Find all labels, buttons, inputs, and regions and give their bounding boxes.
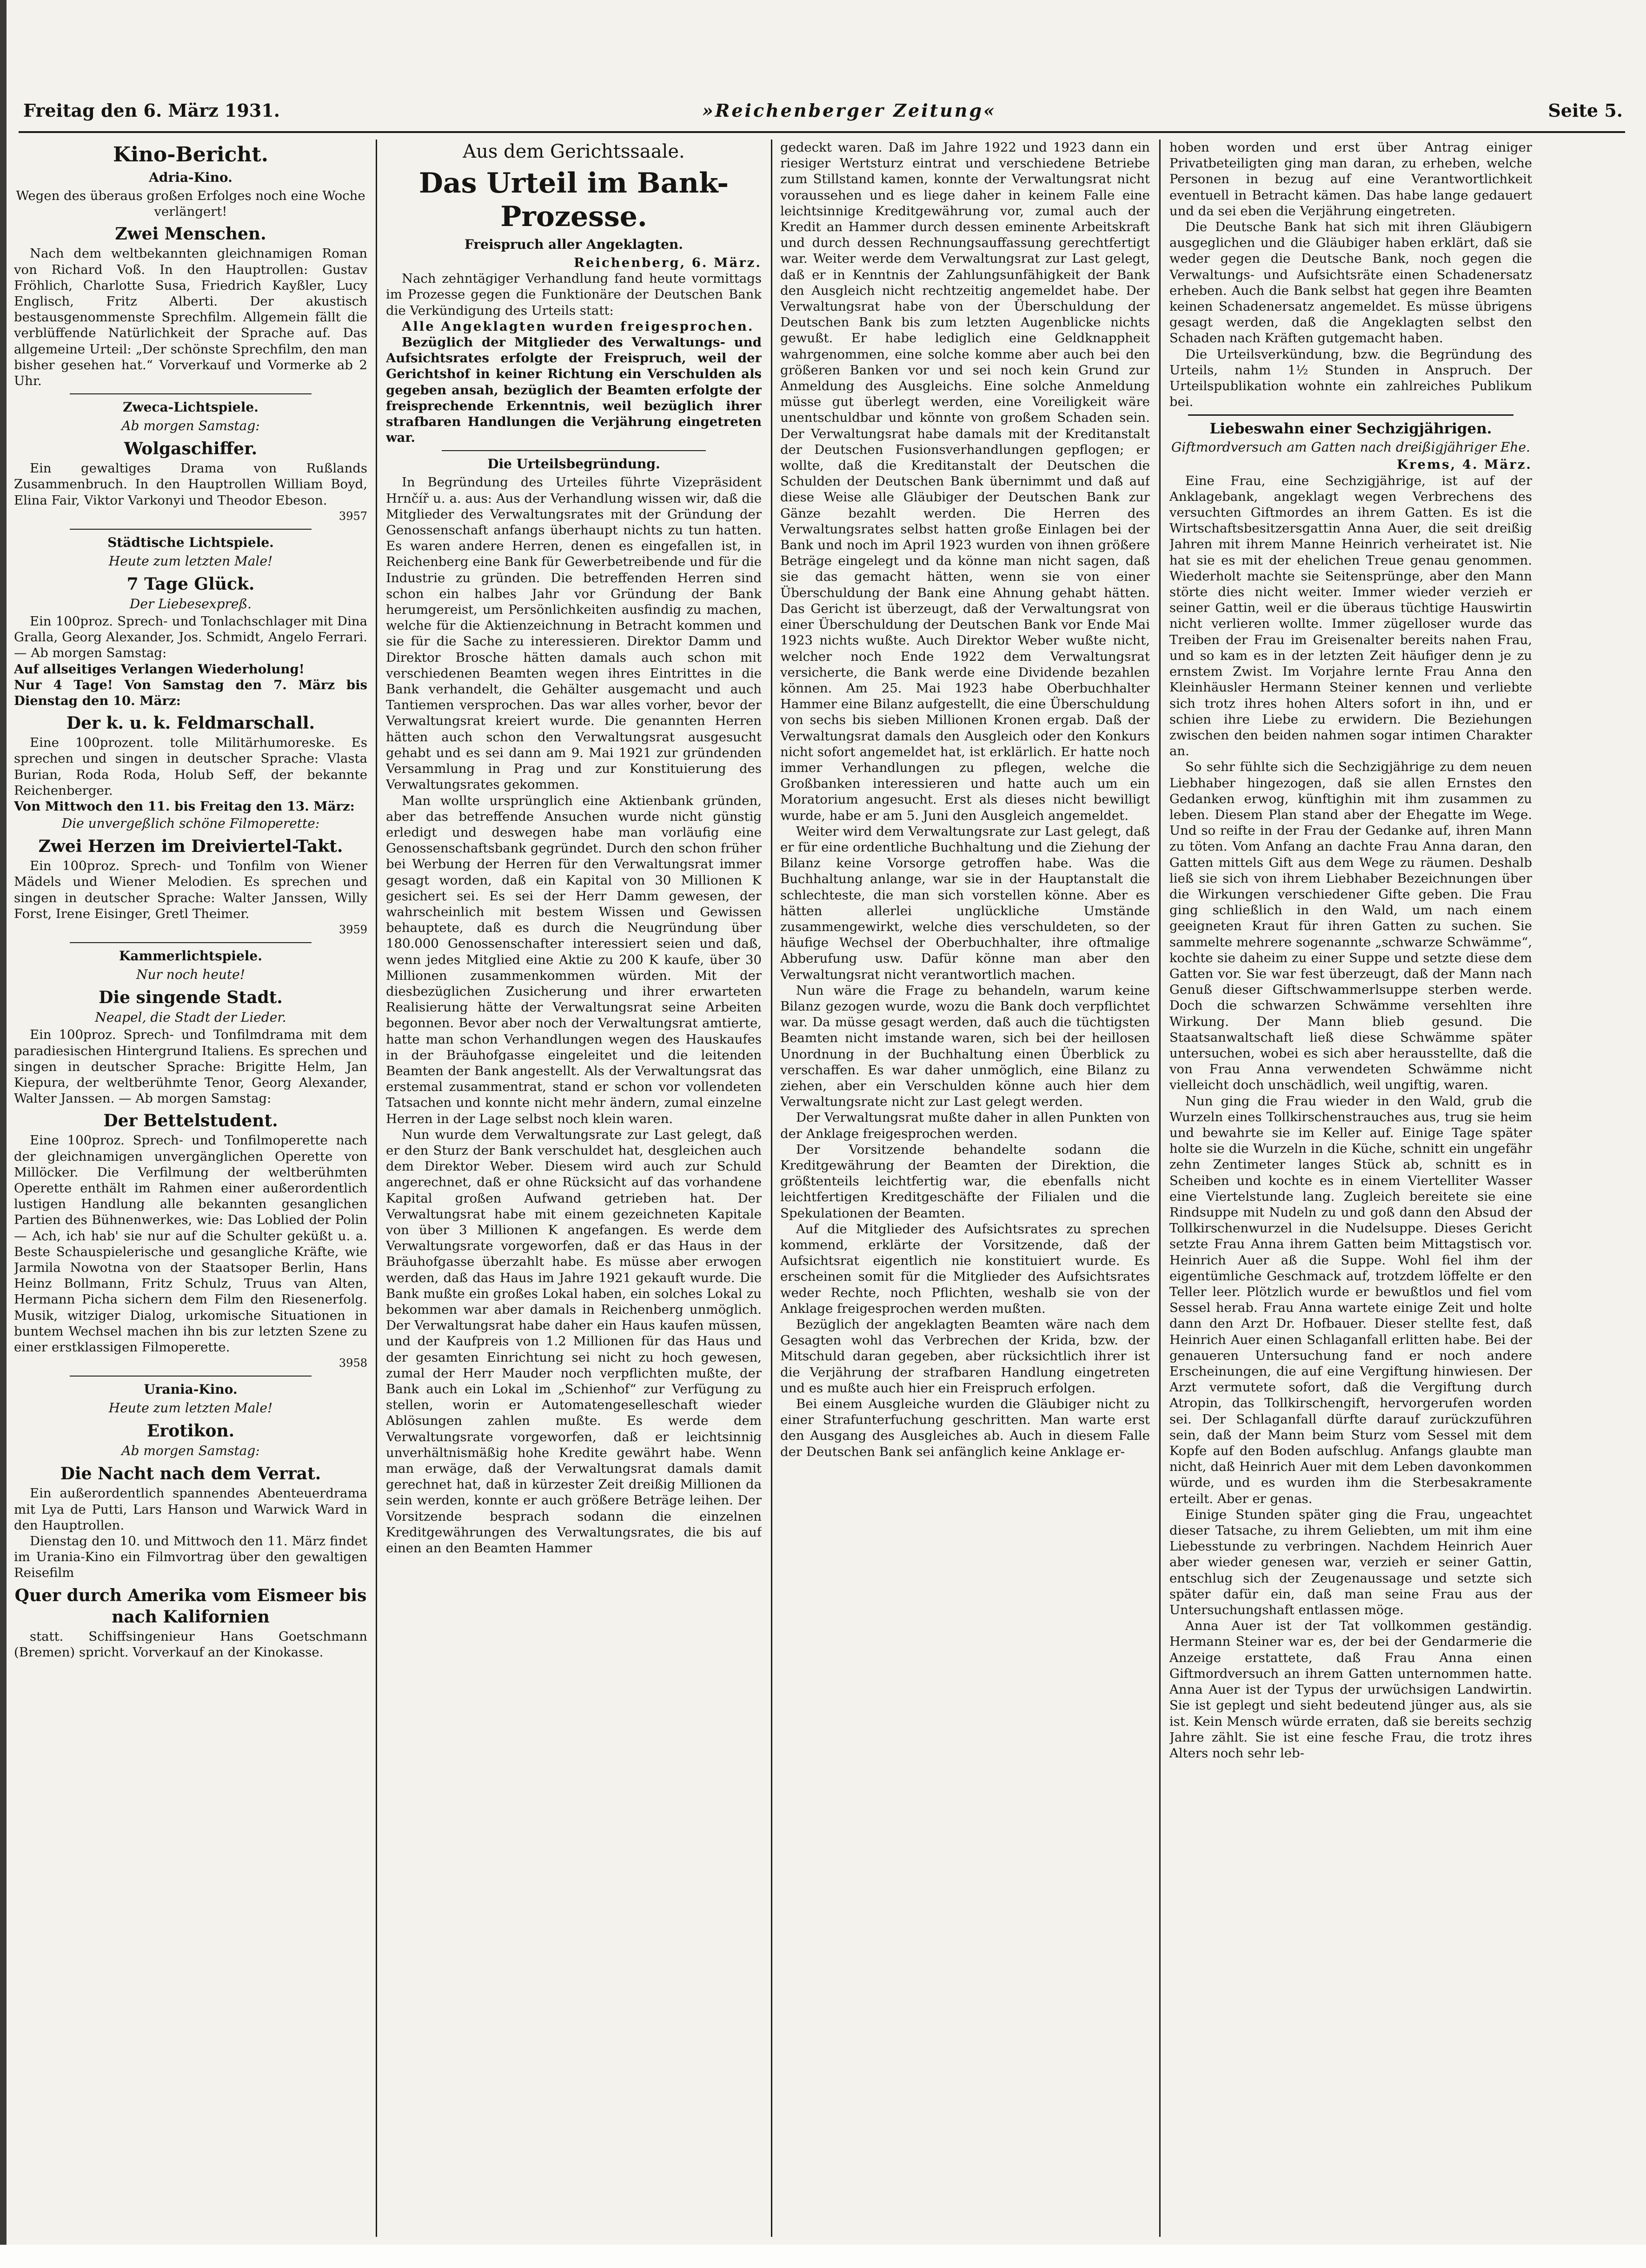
ad-text: Ein 100proz. Sprech- und Tonfilm von Wiener Mädels und Wiener Melodien. Es sprechen und singen in deutscher Sprache: Walter Janssen, Willy Forst, Irene Eisinger, Gretl Theimer. xyxy=(14,858,367,921)
ad-note: Heute zum letzten Male! xyxy=(108,553,273,569)
film-title: Wolgaschiffer. xyxy=(124,439,258,459)
paragraph: Nun wäre die Frage zu behandeln, warum keine Bilanz gezogen wurde, wozu die Bank doch verpflichtet war. Da müsse gesagt werden, daß auch die tüchtigsten Beamten nicht imstande waren, sich bei der heillosen Unordnung in der Buchhaltung einen Überblick zu verschaffen. Es war daher unmöglich, eine Bilanz zu ziehen, aber ein Verschulden könne auch hier dem Verwaltungsrate nicht zur Last gelegt werden. xyxy=(780,983,1150,1110)
page-header xyxy=(23,100,1623,128)
header-rule xyxy=(19,131,1625,133)
paragraph: Nun wurde dem Verwaltungsrate zur Last gelegt, daß er den Sturz der Bank verschuldet hat, desgleichen auch dem Direktor Weber. Diesem wird auch zur Schuld angerechnet, daß er ohne Rücksicht auf das vorhandene Kapital großen Aufwand getrieben hat. Der Verwaltungsrat habe mit einem gezeichneten Kapitale von über 3 Millionen K angefangen. Es werde dem Verwaltungsrate vorgeworfen, daß er das Haus in der Bräuhofgasse überzahlt habe. Es müsse aber erwogen werden, daß das Haus im Jahre 1921 gekauft wurde. Die Bank mußte ein großes Lokal haben, ein solches Lokal zu bekommen war aber damals in Reichenberg unmöglich. Der Verwaltungsrat habe daher ein Haus kaufen müssen, und der Kaufpreis von 1.2 Millionen für das Haus und der gesamten Einrichtung sei nicht zu hoch gewesen, zumal der Herr Mauder noch verpflichten mußte, der Bank auch ein Lokal im „Schienhof“ zur Verfügung zu stellen, worin er Automatengeselleschaft wieder Ablösungen zahlen mußte. Es werde dem Verwaltungsrate vorgeworfen, daß er leichtsinnig unverhältnismäßig hohe Kredite gewährt habe. Wenn man erwäge, daß der Verwaltungsrat damals damit gerechnet hat, daß in kürzester Zeit dreißig Millionen da sein werden, konnte er auch größere Beträge leihen. Der Vorsitzende besprach sodann die einzelnen Kreditgewährungen des Verwaltungsrates, die bis auf einen an den Beamten Hammer xyxy=(386,1127,762,1556)
column-divider xyxy=(1159,140,1161,2237)
film-title: 7 Tage Glück. xyxy=(126,574,255,594)
scan-margin xyxy=(0,2245,1646,2268)
ad-extra: Auf allseitiges Verlangen Wiederholung! xyxy=(14,661,305,677)
subheading: Die Urteilsbegründung. xyxy=(487,456,660,472)
film-title: Die singende Stadt. xyxy=(99,988,283,1008)
ad-note: Nur noch heute! xyxy=(136,967,246,983)
paragraph: Bezüglich der angeklagten Beamten wäre nach dem Gesagten wohl das Verbrechen der Krida, bzw. der Mitschuld daran gegeben, aber rücksichtlich ihrer ist die Verjährung der strafbaren Handlung eingetreten und es mußte auch hier ein Freispruch erfolgen. xyxy=(780,1317,1150,1396)
column-divider xyxy=(771,140,772,2237)
venue-name: Städtische Lichtspiele. xyxy=(107,535,274,551)
paragraph: Einige Stunden später ging die Frau, ungeachtet dieser Tatsache, zu ihrem Geliebten, um mit ihm eine Liebesstunde zu verbringen. Nachdem Heinrich Auer aber wieder genesen war, verzieh er seiner Gattin, entschlug sich der Zeugenaussage und setzte sich später dafür ein, daß man seine Frau aus der Untersuchungshaft entlassen möge. xyxy=(1169,1507,1532,1618)
paragraph: Bezüglich der Mitglieder des Verwaltungs- und Aufsichtsrates erfolgte der Freispruch, weil der Gerichtshof in keiner Richtung ein Verschulden als gegeben ansah, bezüglich der Beamten erfolgte der freisprechende Erkenntnis, weil bezüglich ihrer strafbaren Handlungen die Verjährung eingetreten war. xyxy=(386,335,762,446)
column-divider xyxy=(376,140,377,2237)
film-title: Zwei Herzen im Dreiviertel-Takt. xyxy=(38,837,343,857)
ad-intro: Wegen des überaus großen Erfolges noch eine Woche verlängert! xyxy=(16,188,365,219)
paragraph: Bei einem Ausgleiche wurden die Gläubiger nicht zu einer Strafunterfuchung geschritten. Man warte erst den Ausgang des Ausgleiches ab. Auch in diesem Falle der Deutschen Bank sei anfänglich keine Anklage er- xyxy=(780,1397,1150,1459)
ad-text: Nach dem weltbekannten gleichnamigen Roman von Richard Voß. In den Hauptrollen: Gustav Fröhlich, Charlotte Susa, Friedrich Kayßler, Lucy Englisch, Fritz Alberti. Der akustisch bestausgenommenste Sprechfilm. Allgemein fällt die verblüffende Natürlichkeit der Sprache auf. Das allgemeine Urteil: „Der schönste Sprechfilm, den man bisher gesehen hat.“ Vorverkauf und Vormerke ab 2 Uhr. xyxy=(14,246,367,389)
section-heading: Kino-Bericht. xyxy=(113,143,269,166)
cinema-ad xyxy=(14,169,367,389)
right-column xyxy=(1169,140,1532,2241)
divider xyxy=(70,393,312,394)
ad-dates: Nur 4 Tage! Von Samstag den 7. März bis Dienstag den 10. März: xyxy=(14,677,367,709)
divider xyxy=(442,450,706,451)
venue-name: Adria-Kino. xyxy=(149,170,232,185)
venue-name: Kammerlichtspiele. xyxy=(119,948,262,964)
venue-name: Zweca-Lichtspiele. xyxy=(123,399,259,415)
paragraph: Die Urteilsverkündung, bzw. die Begründung des Urteils, nahm 1½ Stunden in Anspruch. Der Urteilspublikation wohnte ein zahlreiches Publikum bei. xyxy=(1169,346,1532,410)
ad-note: Ab morgen Samstag: xyxy=(121,1443,260,1459)
paragraph: Eine Frau, eine Sechzigjährige, ist auf der Anklagebank, angeklagt wegen Verbrechens des versuchten Giftmordes an ihrem Gatten. Es ist die Wirtschaftsbesitzersgattin Anna Auer, die seit dreißig Jahren mit ihrem Manne Heinrich verheiratet ist. Nie hat sie es mit der ehelichen Treue genau genommen. Wiederholt machte sie Seitensprünge, aber den Mann störte dies nicht weiter. Immer wieder verzieh er seiner Gattin, weil er die überaus tüchtige Hauswirtin nicht verlieren wollte. Immer zügelloser wurde das Treiben der Frau im Greisenalter bereits nahen Frau, und so kam es in der letzten Zeit häufiger denn je zu ernstem Zwist. Im Vorjahre lernte Frau Anna den Kleinhäusler Hermann Steiner kennen und verliebte sich trotz ihres hohen Alters sofort in ihn, und er schien ihre Liebe zu erwidern. Die Beziehungen zwischen den beiden nahmen sogar intimen Charakter an. xyxy=(1169,473,1532,759)
film-title: Quer durch Amerika vom Eismeer bis nach Kalifornien xyxy=(14,1585,367,1627)
divider xyxy=(70,1376,312,1377)
ad-note: Heute zum letzten Male! xyxy=(108,1400,273,1416)
paragraph: Nun ging die Frau wieder in den Wald, grub die Wurzeln eines Tollkirschenstrauches aus, trug sie heim und bewahrte sie im Keller auf. Einige Tage später holte sie die Wurzeln in die Küche, schnitt ein ungefähr zehn Zentimeter langes Stück ab, schnitt es in Scheiben und kochte es in einem Viertelliter Wasser eine Viertelstunde lang. Zugleich bereitete sie eine Rindsuppe mit Nudeln zu und goß dann den Absud der Tollkirschenwurzel in die Nudelsuppe. Dieses Gericht setzte Frau Anna ihrem Gatten beim Mittagstisch vor. Heinrich Auer aß die Suppe. Wohl fiel ihm der eigentümliche Geschmack auf, trotzdem löffelte er den Teller leer. Plötzlich wurde er bewußtlos und fiel vom Sessel herab. Frau Anna wartete einige Zeit und holte dann den Arzt Dr. Hofbauer. Dieser stellte fest, daß Heinrich Auer einen Schlaganfall erlitten habe. Bei der genaueren Untersuchung fand er noch andere Erscheinungen, die auf eine Vergiftung hinwiesen. Der Arzt vermutete sofort, daß die Vergiftung durch Atropin, das Tollkirschengift, hervorgerufen worden sei. Der Schlaganfall dürfte darauf zurückzuführen sein, daß der Mann beim Sturz vom Sessel mit dem Kopfe auf den Boden aufschlug. Anfangs glaubte man nicht, daß Heinrich Auer mit dem Leben davonkommen würde, und es wurden ihm die Sterbesakramente erteilt. Aber er genas. xyxy=(1169,1093,1532,1506)
ad-text: Eine 100proz. Sprech- und Tonfilmoperette nach der gleichnamigen unvergänglichen Operette von Millöcker. Die Verfilmung der weltberühmten Operette enthält im Rahmen einer außerordentlich lustigen Handlung alle bekannten gesanglichen Partien des Bühnenwerkes, wie: Das Loblied der Polin — Ach, ich hab' sie nur auf die Schulter geküßt u. a. Beste Schauspielerische und gesangliche Kräfte, wie Jarmila Nowotna von der Staatsoper Berlin, Hans Heinz Bollmann, Fritz Schulz, Truus van Alten, Hermann Picha sichern dem Film den Riesenerfolg. Musik, witziger Dialog, urkomische Situationen in buntem Wechsel machen ihn bis zur letzten Szene zu einer erstklassigen Filmoperette. xyxy=(14,1133,367,1355)
paragraph: Weiter wird dem Verwaltungsrate zur Last gelegt, daß er für eine ordentliche Buchhaltung und die Ziehung der Bilanz keine Vorsorge getroffen habe. Was die Buchhaltung anlange, war sie in der Hauptanstalt die schlechteste, die man sich vorstellen könne. Aber es hätten allerlei unglückliche Umstände zusammengewirkt, welche dies verschuldeten, so der häufige Wechsel der Oberbuchhalter, ihre oftmalige Abberufung usw. Dafür könne man aber den Verwaltungsrat nicht verantwortlich machen. xyxy=(780,824,1150,982)
divider xyxy=(1188,414,1513,416)
paragraph: Anna Auer ist der Tat vollkommen geständig. Hermann Steiner war es, der bei der Gendarmerie die Anzeige erstattete, daß Frau Anna einen Giftmordversuch an ihrem Gatten unternommen hatte. Anna Auer ist der Typus der urwüchsigen Landwirtin. Sie ist geplegt und sieht bedeutend jünger aus, als sie ist. Kein Mensch würde erraten, daß sie bereits sechzig Jahre zählt. Sie ist eine fesche Frau, die trotz ihres Alters noch sehr leb- xyxy=(1169,1618,1532,1761)
scan-edge xyxy=(0,0,7,2268)
ad-number: 3957 xyxy=(338,509,367,523)
verdict-line: Alle Angeklagten wurden freigesprochen. xyxy=(402,319,754,334)
cinema-ad xyxy=(14,399,367,524)
ad-number: 3959 xyxy=(338,923,367,937)
dateline: Krems, 4. März. xyxy=(1397,457,1532,472)
paragraph: Der Vorsitzende behandelte sodann die Kreditgewährung der Beamten der Direktion, die größtenteils leichtfertig war, die ebenfalls nicht leichtfertigen Kreditgeschäfte der Filialen und die Spekulationen der Beamten. xyxy=(780,1142,1150,1221)
article-subtitle: Giftmordversuch am Gatten nach dreißigjähriger Ehe. xyxy=(1171,439,1530,455)
paragraph: Die Deutsche Bank hat sich mit ihren Gläubigern ausgeglichen und die Gläubiger haben erklärt, daß sie weder gegen die Deutsche Bank, noch gegen die Verwaltungs- und Aufsichtsräte einen Schadenersatz erheben. Auch die Bank selbst hat gegen ihre Beamten keinen Schadenersatz angemeldet. Es müsse übrigens gesagt werden, daß die Angeklagten selbst den Schaden nach Kräften gutgemacht haben. xyxy=(1169,219,1532,346)
paragraph: In Begründung des Urteiles führte Vizepräsident Hrnčíř u. a. aus: Aus der Verhandlung wissen wir, daß die Mitglieder des Verwaltungsrates mit der Gründung der Genossenschaft anfangs überhaupt nichts zu tun hatten. Es waren andere Herren, denen es eingefallen ist, in Reichenberg eine Bank für Gewerbetreibende und für die Industrie zu gründen. Die betreffenden Herren sind schon ein halbes Jahr vor Gründung der Bank herumgereist, um Persönlichkeiten ausfindig zu machen, welche für die Aktienzeichnung in Betracht kommen und sie für die Sache zu interessieren. Direktor Damm und Direktor Brosche hätten damals auch schon mit verschiedenen Beamten wegen ihres Eintrittes in die Bank verhandelt, die Gehälter ausgemacht und auch Tantiemen versprochen. Das war alles vorher, bevor der Verwaltungsrat kreiert wurde. Die genannten Herren hätten auch schon den Verwaltungsrat ausgesucht gehabt und es sei dann am 9. Mai 1921 zur gründenden Versammlung in Prag und zur Konstituierung des Verwaltungsrates gekommen. xyxy=(386,475,762,792)
paragraph: So sehr fühlte sich die Sechzigjährige zu dem neuen Liebhaber hingezogen, daß sie allen Ernstes den Gedanken erwog, künftighin mit ihm zusammen zu leben. Diesem Plan stand aber der Ehegatte im Wege. Und so reifte in der Frau der Gedanke auf, ihren Mann zu töten. Vom Anfang an dachte Frau Anna daran, den Gatten mittels Gift aus dem Wege zu räumen. Deshalb ließ sie sich von ihrem Liebhaber Bezeichnungen über die Wirkungen verschiedener Gifte geben. Die Frau ging schließlich in den Wald, um nach einem geeigneten Kraut für ihren Gatten zu suchen. Sie sammelte mehrere sogenannte „schwarze Schwämme“, kochte sie daheim zu einer Suppe und setzte diese dem Gatten vor. Sie war fest überzeugt, daß der Mann nach Genuß dieser Giftschwammerlsuppe sterben werde. Doch die schwarzen Schwämme versehlten ihre Wirkung. Der Mann blieb gesund. Die Staatsanwaltschaft ließ diese Schwämme später untersuchen, wobei es sich aber herausstellte, daß die von Frau Anna verwendeten Schwämme nicht vielleicht doch unschädlich, weil ungiftig, waren. xyxy=(1169,759,1532,1093)
ad-dates: Von Mittwoch den 11. bis Freitag den 13. März: xyxy=(14,799,355,814)
newspaper-name: »Reichenberger Zeitung« xyxy=(702,100,996,121)
paragraph: Man wollte ursprünglich eine Aktienbank gründen, aber das betreffende Ansuchen wurde nicht günstig erledigt und deswegen habe man vorläufig eine Genossenschaftsbank gegründet. Durch den schon früher bei Werbung der Herren für den Verwaltungsrat immer gesagt worden, daß ein Kapital von 30 Millionen K gesichert sei. Es sei der Herr Damm gewesen, der wahrscheinlich mit bestem Wissen und Gewissen behauptete, daß es durch die Neugründung über 180.000 Genossenschafter interessiert seien und daß, wenn jedes Mitglied eine Aktie zu 200 K kaufe, über 30 Millionen zusammenkommen würden. Mit der diesbezüglichen Zusicherung und ihrer erwarteten Realisierung hätte der Verwaltungsrat seine Arbeiten begonnen. Bevor aber noch der Verwaltungsrat amtierte, hatte man schon Verhandlungen wegen des Hauskaufes in der Bräuhofgasse eingeleitet und die leitenden Beamten der Bank angestellt. Als der Verwaltungsrat das erstemal zusammentrat, stand er schon vor vollendeten Tatsachen und konnte nicht mehr ändern, zumal einzelne Herren in der Lage selbst noch klein waren. xyxy=(386,793,762,1126)
paragraph: Der Verwaltungsrat mußte daher in allen Punkten von der Anklage freigesprochen werden. xyxy=(780,1110,1150,1141)
article-column-continued xyxy=(780,140,1150,2241)
page-number: Seite 5. xyxy=(1548,100,1623,121)
divider xyxy=(70,529,312,530)
ad-text: statt. Schiffsingenieur Hans Goetschmann (Bremen) spricht. Vorverkauf an der Kinokasse. xyxy=(14,1629,367,1660)
divider xyxy=(70,942,312,943)
cinema-ad xyxy=(14,1381,367,1660)
ad-note: Ab morgen Samstag: xyxy=(121,418,260,434)
ad-text: Ein gewaltiges Drama von Rußlands Zusammenbruch. In den Hauptrollen William Boyd, Elina Fair, Viktor Varkonyi und Theodor Ebeson. xyxy=(14,461,367,508)
cinema-ad xyxy=(14,948,367,1371)
cinema-ad xyxy=(14,534,367,938)
ad-text: Eine 100prozent. tolle Militärhumoreske. Es sprechen und singen in deutscher Sprache: Vlasta Burian, Roda Roda, Holub Seff, der bekannte Reichenberger. xyxy=(14,735,367,798)
article-subtitle: Freispruch aller Angeklagten. xyxy=(464,237,683,252)
ad-note: Die unvergeßlich schöne Filmoperette: xyxy=(61,816,320,831)
issue-date: Freitag den 6. März 1931. xyxy=(23,100,280,121)
section-kicker: Aus dem Gerichtssaale. xyxy=(463,141,685,162)
ad-text: Dienstag den 10. und Mittwoch den 11. März findet im Urania-Kino ein Filmvortrag über den gewaltigen Reisefilm xyxy=(14,1533,367,1581)
film-title: Zwei Menschen. xyxy=(115,224,266,244)
dateline: Reichenberg, 6. März. xyxy=(574,255,762,270)
cinema-column xyxy=(14,140,367,2241)
film-title: Der Bettelstudent. xyxy=(103,1111,278,1131)
venue-name: Urania-Kino. xyxy=(144,1382,238,1397)
ad-text: Ein 100proz. Sprech- und Tonfilmdrama mit dem paradiesischen Hintergrund Italiens. Es sprechen und singen in deutscher Sprache: Brigitte Helm, Jan Kiepura, der weltberühmte Tenor, Georg Alexander, Walter Janssen. — Ab morgen Samstag: xyxy=(14,1027,367,1106)
film-subtitle: Neapel, die Stadt der Lieder. xyxy=(95,1010,286,1025)
film-title: Die Nacht nach dem Verrat. xyxy=(60,1464,321,1484)
ad-text: Ein außerordentlich spannendes Abenteuerdrama mit Lya de Putti, Lars Hanson und Warwick Ward in den Hauptrollen. xyxy=(14,1486,367,1533)
paragraph: Auf die Mitglieder des Aufsichtsrates zu sprechen kommend, erklärte der Vorsitzende, daß der Aufsichtsrat eigentlich nie konstituiert wurde. Es erscheinen somit für die Mitglieder des Aufsichtsrates weder Rechte, noch Pflichten, weshalb sie von der Anklage freigesprochen werden mußten. xyxy=(780,1221,1150,1316)
article-title: Liebeswahn einer Sechzigjährigen. xyxy=(1209,420,1492,438)
film-subtitle: Der Liebesexpreß. xyxy=(129,596,252,612)
ad-number: 3958 xyxy=(338,1357,367,1370)
paragraph: hoben worden und erst über Antrag einiger Privatbeteiligten ging man daran, zu erheben, welche Personen in bezug auf eine Verantwortlichkeit eventuell in Betracht kämen. Das habe lange gedauert und da sei eben die Verjährung eingetreten. xyxy=(1169,140,1532,219)
paragraph: gedeckt waren. Daß im Jahre 1922 und 1923 dann ein riesiger Wertsturz eintrat und verschiedene Betriebe zum Stillstand kamen, konnte der Verwaltungsrat nicht voraussehen und es liege daher in keinem Falle eine leichtsinnige Kreditgewährung vor, zumal auch der Kredit an Hammer durch dessen eminente Arbeitskraft und durch dessen Rechnungsauffassung gerechtfertigt war. Weiter werde dem Verwaltungsrat zur Last gelegt, daß er in Kenntnis der Zahlungsunfähigkeit der Bank den Ausgleich nicht rechtzeitig angemeldet habe. Der Verwaltungsrat habe von der Überschuldung der Deutschen Bank bis zum letzten Augenblicke nichts gewußt. Er habe lediglich eine Geldknappheit wahrgenommen, eine solche komme aber auch bei den größeren Banken vor und sei noch kein Grund zur Anmeldung des Ausgleichs. Eine solche Anmeldung müsse gut überlegt werden, eine Voreiligkeit wäre unentschuldbar und könnte von großem Schaden sein. Der Verwaltungsrat habe damals mit der Kreditanstalt der Deutschen Fusionsverhandlungen gepflogen; er wollte, daß die Kreditanstalt der Deutschen die Schulden der Deutschen Bank übernimmt und daß auf diese Weise alle Gläubiger der Deutschen Bank zur Gänze bezahlt werden. Die Herren des Verwaltungsrates selbst hatten große Einlagen bei der Bank und noch im April 1923 wurden von ihnen größere Beträge eingelegt und da könne man nicht sagen, daß sie das gemacht hätten, wenn sie von einer Überschuldung der Bank eine Ahnung gehabt hätten. Das Gericht ist überzeugt, daß der Verwaltungsrat von einer Überschuldung der Deutschen Bank vor Ende Mai 1923 nichts wußte. Auch Direktor Weber wußte nicht, welcher noch Ende 1922 dem Verwaltungsrat versicherte, die Bank werde eine Dividende bezahlen können. Am 25. Mai 1923 habe Oberbuchhalter Hammer eine Bilanz aufgestellt, die eine Überschuldung von sechs bis sieben Millionen Kronen ergab. Daß der Verwaltungsrat damals den Ausgleich oder den Konkurs nicht sofort angemeldet hat, ist erklärlich. Er hatte noch immer Verhandlungen zu pflegen, welche die Großbanken interessieren und hatte auch um ein Moratorium angesucht. Erst als dieses nicht bewilligt wurde, habe er am 5. Juni den Ausgleich angemeldet. xyxy=(780,140,1150,823)
article-title: Das Urteil im Bank-Prozesse. xyxy=(418,167,729,233)
ad-text: Ein 100proz. Sprech- und Tonlachschlager mit Dina Gralla, Georg Alexander, Jos. Schmidt, Angelo Ferrari. — Ab morgen Samstag: xyxy=(14,614,367,661)
paragraph: Nach zehntägiger Verhandlung fand heute vormittags im Prozesse gegen die Funktionäre der Deutschen Bank die Verkündigung des Urteils statt: xyxy=(386,271,762,318)
article-column xyxy=(386,140,762,2241)
film-title: Erotikon. xyxy=(146,1421,235,1441)
film-title: Der k. u. k. Feldmarschall. xyxy=(66,713,315,733)
